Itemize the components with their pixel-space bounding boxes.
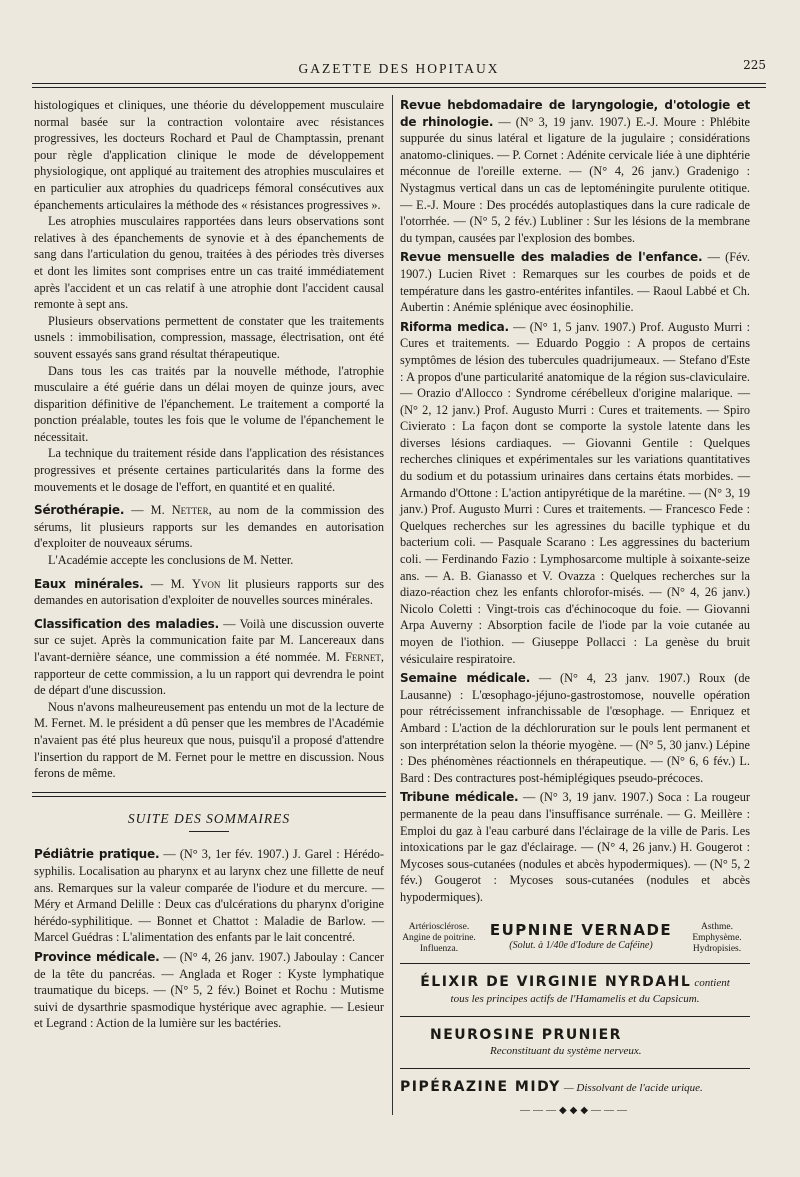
section-heading: Tribune médicale. xyxy=(400,790,519,805)
page-header xyxy=(32,58,766,80)
laryngologie-entry: Revue hebdomadaire de laryngologie, d'otologie et de rhinologie. — (N° 3, 19 janv. 1907.) E.-J. Moure : Phlébite suppurée du sinus latéral et ligature de la jugulaire ; considérations anatomo-cliniques. — P. Cornet : Adénite cervicale liée à une diphtérie méconnue de l'oreille externe. — (N° 4, 26 janv.) Gradenigo : Nystagmus vertical dans un cas de leptoméningite purulente otitique. — E.-J. Moure : Des procédés autoplastiques dans la cure radicale de l'otorrhée. — (N° 5, 2 fév.) Lubliner : Sur les lésions de la membrane du tympan, causées par l'explosion des bombes. xyxy=(400,98,750,245)
header-rule xyxy=(32,83,766,88)
semaine-entry: Semaine médicale. — (N° 4, 23 janv. 1907.) Roux (de Lausanne) : L'œsophago-jéjuno-gastrostomose, nouvelle opération pour rétrécissement infranchissable de l'œsophage. — Enriquez et Ambard : L'action de la déchloruration sur le pouls lent permanent et son interprétation selon la théorie myogène. — (N° 5, 30 janv.) Lépine : Des phénomènes réactionnels en thérapeutique. — (N° 6, 6 fév.) L. Bard : Des contractures post-hémiplégiques pseudo-précoces. xyxy=(400,671,750,785)
ad-tagline: tous les principes actifs de l'Hamamelis et du Capsicum. xyxy=(450,993,700,1006)
section-heading: Revue mensuelle des maladies de l'enfance. xyxy=(400,250,703,265)
ad-divider xyxy=(400,1016,750,1017)
left-column xyxy=(34,97,384,1035)
classification-section: Classification des maladies. — Voilà une discussion ouverte sur ce sujet. Après la communication faite par M. Lancereaux dans l'avant-dernière séance, une commission a été nommée. M. Fernet, rapporteur de cette commission, a lu un rapport qui devrendra le point de départ d'une discussion. xyxy=(34,616,384,698)
ad-tag: contient xyxy=(694,976,730,989)
article-paragraph: La technique du traitement réside dans l'application des résistances progressives et présente certaines particularités dans la forme des mouvements et le dosage de l'effort, en quantité et en qualité. xyxy=(34,446,384,494)
section-heading: Pédiâtrie pratique. xyxy=(34,847,160,862)
province-entry: Province médicale. — (N° 4, 26 janv. 1907.) Jaboulay : Cancer de la tête du pancréas. — Anglada et Roger : Kyste lymphatique traumatique du biceps. — (N° 5, 2 fév.) Boinet et Rochu : Mutisme suivi de dysarthrie spasmodique hystérique avec agraphie. — Lesieur et Legrand : Action de la lumière sur les bactéries. xyxy=(34,949,384,1031)
section-heading: Classification des maladies. xyxy=(34,616,219,631)
article-paragraph: Dans tous les cas traités par la nouvelle méthode, l'atrophie musculaire a été guérie dans un délai moyen de quinze jours, avec disparition définitive de l'épanchement. Le traitement a comporté la ponction préalable, toutes les fois que le volume de l'épanchement le nécessitait. xyxy=(34,363,384,444)
article-paragraph: Nous n'avons malheureusement pas entendu un mot de la lecture de M. Fernet. M. le président a dû penser que les membres de l'Académie n'avaient pas été plus heureux que nous, puisqu'il a proposé d'attendre l'insertion du rapport de M. Fernet pour le mettre en discussion. Nous ferons de même. xyxy=(34,699,384,781)
ad-brand-name: PIPÉRAZINE MIDY xyxy=(400,1079,561,1096)
article-paragraph: L'Académie accepte les conclusions de M. Netter. xyxy=(48,553,294,568)
article-paragraph: histologiques et cliniques, une théorie du développement musculaire normal basée sur la contraction volontaire avec résistances progressives, les docteurs Rochard et Paul de Champtassin, prenant pour règle d'application clinique le mode de développement physiologique, ont appliqué au traitement des atrophies musculaires et en particulier aux atrophies du quadriceps fémoral consécutives aux épanchements articulaires la méthode des « résistances progressives ». xyxy=(34,98,384,212)
ad-divider xyxy=(400,963,750,964)
ad-eupnine xyxy=(400,914,750,959)
suite-des-sommaires-title: SUITE DES SOMMAIRES xyxy=(127,810,291,826)
page-number: 225 xyxy=(743,58,766,72)
ad-indications-right: Asthme. Emphysème. Hydropisies. xyxy=(692,921,742,954)
article-paragraph: Les atrophies musculaires rapportées dans leurs observations sont relatives à des épanchements de synovie et à des épanchements de sang dans l'articulation du genou, traitées à des périodes très diverses et dont les limites sont comprises entre un cas traité immédiatement après l'accident et un cas relatif à une atrophie dont l'accident causal remonte à sept ans. xyxy=(34,214,384,312)
section-rule xyxy=(32,792,386,797)
section-heading: Semaine médicale. xyxy=(400,671,531,686)
serotherapie-section: Sérothérapie. — M. Netter, au nom de la commission des sérums, lit plusieurs rapports sur les demandes en autorisation d'exploiter de nouveaux sérums. xyxy=(34,503,384,551)
tribune-entry: Tribune médicale. — (N° 3, 19 janv. 1907.) Soca : La rougeur permanente de la peau dans l'insuffisance surrénale. — G. Meillère : Emploi du gaz à l'eau carburé dans l'éclairage de la ville de Paris. Les intoxications par le gaz d'éclairage. — (N° 4, 26 janv.) H. Gougerot : Mycoses sous-cutanées (nodules et abcès hypodermiques). — (N° 5, 2 fév.) Gougerot : Mycoses sous-cutanées (nodules et abcès hypodermiques). xyxy=(400,790,750,904)
section-heading: Revue hebdomadaire de laryngologie, d'otologie et de rhinologie. xyxy=(400,98,750,129)
section-heading: Province médicale. xyxy=(34,949,160,964)
ad-indications-left: Artériosclérose. Angine de poitrine. Influenza. xyxy=(402,921,476,954)
riforma-entry: Riforma medica. — (N° 1, 5 janv. 1907.) Prof. Augusto Murri : Cures et traitements. — Eduardo Poggio : A propos de certains symptômes de lésion des tubercules quadrijumeaux. — Stefano d'Este : A propos d'une particularité anatomique de la région sus-claviculaire. — Orazio d'Allocco : Syndrome cérébelleux d'origine malarique. — (N° 2, 12 janv.) Prof. Augusto Murri : Cures et traitements. — Spiro Civierato : La façon dont se comporte la systole latente dans les diverses lésions cardiaques. — Giovanni Gentile : Quelques recherches cliniques et expérimentales sur les variations quantitatives du sodium et du potassium urinaires dans certains états morbides. — Armando d'Ottone : L'action antipyrétique de la marétine. — (N° 3, 19 janv.) Prof. Augusto Murri : Cures et traitements. — Francesco Fede : Quelques recherches sur les agressines du bacille typhique et du bacterium coli. — Pasquale Scarano : Les aggressines du bacterium coli. — Ferdinando Fazio : Lymphosarcome multiple à soixante-seize ans. — A. B. Gianasso et V. Ovazza : Quelques recherches sur la diazo-réaction chez les enfants chlorofor-misés. — (N° 4, 26 janv.) Nicolo Coletti : Vingt-trois cas d'échinocoque du foie. — Giovanni Arpa Auverny : Absorption facile de l'iode par la voie cutanée au moyen de l'iothion. — Giuseppe Pollacci : La genèse du bruit vésiculaire respiratoire. xyxy=(400,319,750,666)
advertisements xyxy=(400,914,750,1120)
journal-title: GAZETTE DES HOPITAUX xyxy=(298,61,500,76)
ad-piperazine xyxy=(400,1073,750,1099)
end-ornament: ———◆◆◆——— xyxy=(519,1104,631,1116)
section-heading: Eaux minérales. xyxy=(34,576,144,591)
ad-brand-subtitle: (Solut. à 1/40e d'Iodure de Caféine) xyxy=(509,940,653,952)
ad-brand-name: ÉLIXIR DE VIRGINIE NYRDAHL xyxy=(420,973,692,990)
section-heading: Riforma medica. xyxy=(400,319,509,334)
ad-divider xyxy=(400,1068,750,1069)
pediatrie-entry: Pédiâtrie pratique. — (N° 3, 1er fév. 1907.) J. Garel : Hérédo-syphilis. Localisation au pharynx et au larynx chez une fillette de neuf ans. Remarques sur la valeur comparée de l'iodure et du mercure. — Méry et Armand Delille : Deux cas d'ulcérations du pharynx d'origine hérédo-syphilitique. — Bonnet et Chattot : Maladie de Barlow. — Marcel Guédras : L'alimentation des enfants par le lait concentré. xyxy=(34,847,384,945)
ad-elixir xyxy=(400,968,750,1012)
ad-neurosine xyxy=(400,1021,750,1064)
section-heading: Sérothérapie. xyxy=(34,503,125,518)
ad-tag: — Dissolvant de l'acide urique. xyxy=(563,1082,703,1095)
eaux-minerales-section: Eaux minérales. — M. Yvon lit plusieurs rapports sur des demandes en autorisation d'exploiter de nouvelles sources minérales. xyxy=(34,576,384,608)
ad-brand-name: NEUROSINE PRUNIER xyxy=(430,1026,622,1043)
enfance-entry: Revue mensuelle des maladies de l'enfance. — (Fév. 1907.) Lucien Rivet : Remarques sur les courbes de poids et de température dans les gastro-entérites infantiles. — Raoul Labbé et Ch. Aubertin : Anémie splénique avec éosinophilie. xyxy=(400,250,750,315)
ad-tagline: Reconstituant du système nerveux. xyxy=(490,1045,642,1058)
ad-brand-name: EUPNINE VERNADE xyxy=(489,920,673,939)
right-column xyxy=(400,97,750,1119)
article-paragraph: Plusieurs observations permettent de constater que les traitements usnels : immobilisation, compression, massage, électrisation, ont été souvent essayés sans grand résultat thérapeutique. xyxy=(34,313,384,361)
column-divider xyxy=(392,95,393,1115)
title-dash xyxy=(189,831,229,832)
